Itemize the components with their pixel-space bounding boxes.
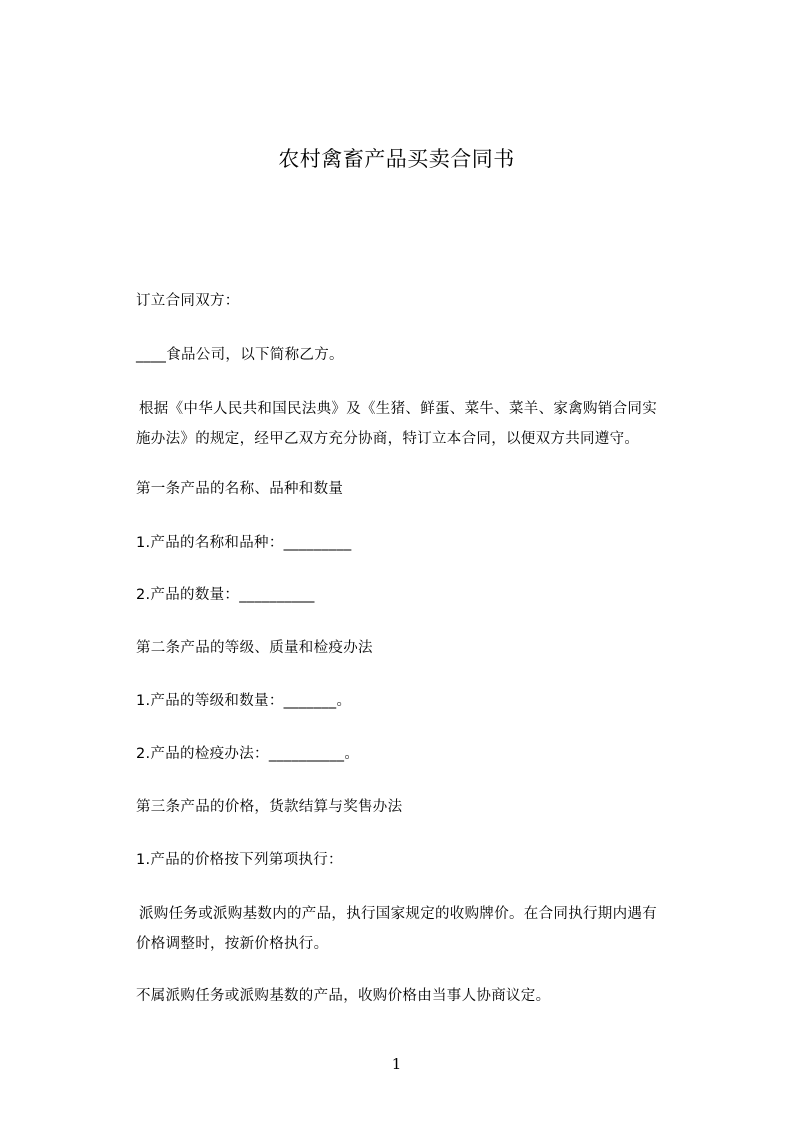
- paragraph-pricing-line-2: 价格调整时，按新价格执行。: [136, 936, 329, 952]
- article-1-heading: 第一条产品的名称、品种和数量: [136, 481, 344, 497]
- paragraph-parties: 订立合同双方：: [136, 293, 240, 309]
- article-3-heading: 第三条产品的价格，货款结算与奖售办法: [136, 799, 403, 815]
- article-2-item-2: 2.产品的检疫办法：__________。: [136, 746, 360, 762]
- article-2-item-1: 1.产品的等级和数量：_______。: [136, 693, 352, 709]
- paragraph-pricing-line-1: 派购任务或派购基数内的产品，执行国家规定的收购牌价。在合同执行期内遇有: [139, 906, 657, 922]
- article-2-heading: 第二条产品的等级、质量和检疫办法: [136, 640, 373, 656]
- paragraph-non-quota: 不属派购任务或派购基数的产品，收购价格由当事人协商议定。: [136, 988, 551, 1004]
- page-number: 1: [391, 1055, 402, 1073]
- paragraph-basis: [136, 394, 714, 454]
- document-title: 农村禽畜产品买卖合同书: [278, 147, 515, 171]
- article-1-item-1: 1.产品的名称和品种：_________: [136, 535, 352, 551]
- paragraph-basis-line-2: 施办法》的规定，经甲乙双方充分协商，特订立本合同，以便双方共同遵守。: [136, 431, 640, 447]
- article-3-item-1: 1.产品的价格按下列第项执行：: [136, 852, 343, 868]
- paragraph-party-b: ____食品公司，以下简称乙方。: [136, 347, 344, 363]
- article-1-item-2: 2.产品的数量：__________: [136, 587, 315, 603]
- paragraph-basis-line-1: 根据《中华人民共和国民法典》及《生猪、鲜蛋、菜牛、菜羊、家禽购销合同实: [139, 401, 657, 417]
- paragraph-pricing: [136, 899, 714, 959]
